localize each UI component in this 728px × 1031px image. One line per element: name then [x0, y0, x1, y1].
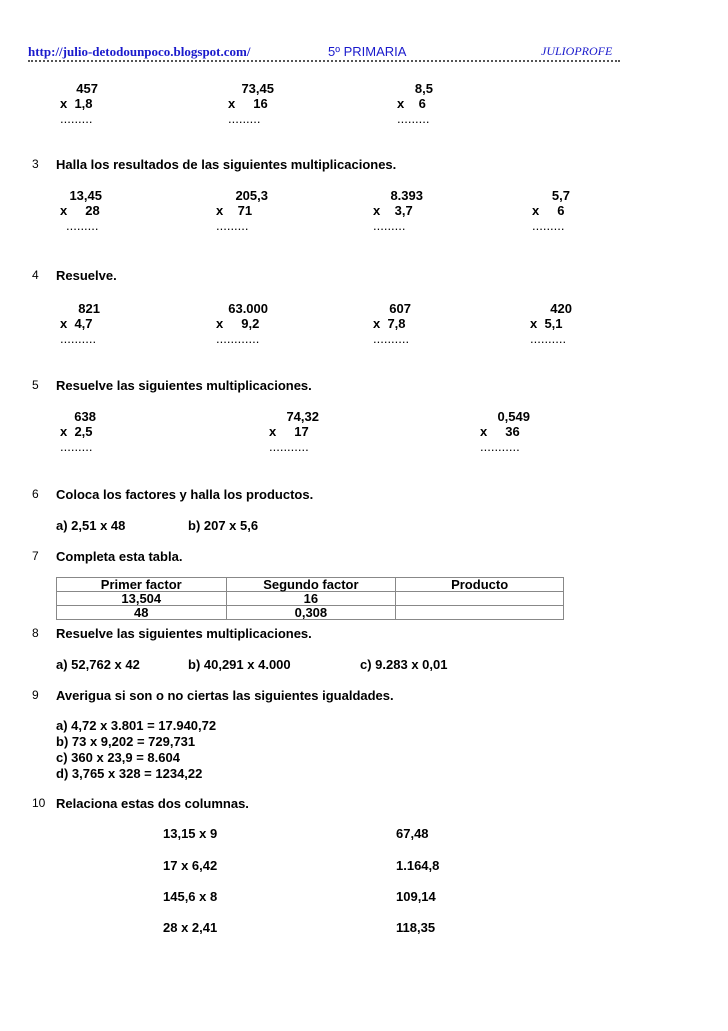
mult-dots: ......... — [66, 218, 99, 233]
table-cell-empty[interactable] — [396, 592, 564, 606]
section-number-6: 6 — [32, 487, 39, 501]
section-title-4: Resuelve. — [56, 268, 117, 283]
mult-bottom: x 28 — [60, 203, 100, 218]
table-header-cell: Segundo factor — [226, 578, 396, 592]
mult-dots: ......... — [228, 111, 261, 126]
mult-dots: ......... — [60, 111, 93, 126]
mult-5-3 — [480, 409, 532, 454]
section-title-3: Halla los resultados de las siguientes multiplicaciones. — [56, 157, 397, 172]
mult-4-1 — [60, 301, 114, 346]
equality-c: c) 360 x 23,9 = 8.604 — [56, 750, 180, 765]
mult-top: 8,5 — [414, 81, 433, 96]
mult-top: 5,7 — [551, 188, 570, 203]
section-number-8: 8 — [32, 626, 39, 640]
section-number-5: 5 — [32, 378, 39, 392]
section-title-10: Relaciona estas dos columnas. — [56, 796, 249, 811]
mult-dots: ......... — [532, 218, 565, 233]
table-cell: 0,308 — [226, 606, 396, 620]
mult-dots: ......... — [397, 111, 430, 126]
table-header-cell: Primer factor — [57, 578, 227, 592]
header-dotted-rule — [28, 60, 620, 62]
mult-top: 0,549 — [497, 409, 530, 424]
mult-bottom: x 1,8 — [60, 96, 93, 111]
mult-bottom: x 4,7 — [60, 316, 93, 331]
mult-bottom: x 2,5 — [60, 424, 93, 439]
mult-top: 821 — [78, 301, 100, 316]
equality-a: a) 4,72 x 3.801 = 17.940,72 — [56, 718, 217, 733]
mult-top: 8.393 — [390, 188, 423, 203]
section-title-6: Coloca los factores y halla los productos. — [56, 487, 314, 502]
section-title-7: Completa esta tabla. — [56, 549, 183, 564]
right-column-item: 118,35 — [396, 920, 436, 935]
mult-2-2 — [228, 81, 278, 126]
mult-4-2 — [216, 301, 274, 346]
mult-top: 457 — [76, 81, 98, 96]
mult-4-3 — [373, 301, 419, 346]
table-cell: 48 — [57, 606, 227, 620]
header-url[interactable]: http://julio-detodounpoco.blogspot.com/ — [28, 44, 251, 59]
mult-dots: ......... — [60, 439, 93, 454]
mult-3-3 — [373, 188, 429, 233]
exercise-8-a: a) 52,762 x 42 — [56, 657, 140, 672]
header-grade: 5º PRIMARIA — [328, 44, 407, 59]
factor-table — [56, 577, 564, 620]
mult-dots: .......... — [373, 331, 410, 346]
mult-bottom: x 16 — [228, 96, 268, 111]
table-cell: 16 — [226, 592, 396, 606]
mult-bottom: x 6 — [532, 203, 565, 218]
mult-dots: ........... — [480, 439, 520, 454]
mult-4-4 — [530, 301, 576, 346]
exercise-8-c: c) 9.283 x 0,01 — [360, 657, 448, 672]
mult-dots: .......... — [60, 331, 97, 346]
section-number-4: 4 — [32, 268, 39, 282]
mult-dots: .......... — [530, 331, 567, 346]
mult-dots: ......... — [216, 218, 249, 233]
section-title-8: Resuelve las siguientes multiplicaciones. — [56, 626, 312, 641]
mult-top: 205,3 — [235, 188, 268, 203]
table-header-cell: Producto — [396, 578, 564, 592]
mult-top: 13,45 — [69, 188, 102, 203]
left-column-item: 17 x 6,42 — [163, 858, 218, 873]
mult-top: 63.000 — [228, 301, 268, 316]
table-header-row — [57, 578, 564, 592]
mult-top: 420 — [550, 301, 572, 316]
section-number-3: 3 — [32, 157, 39, 171]
mult-bottom: x 7,8 — [373, 316, 406, 331]
table-row — [57, 592, 564, 606]
section-number-7: 7 — [32, 549, 39, 563]
mult-bottom: x 36 — [480, 424, 520, 439]
header-author: JULIOPROFE — [541, 44, 613, 58]
mult-3-2 — [216, 188, 272, 233]
mult-bottom: x 71 — [216, 203, 253, 218]
mult-3-1 — [60, 188, 114, 233]
mult-dots: ........... — [269, 439, 309, 454]
exercise-8-b: b) 40,291 x 4.000 — [188, 657, 291, 672]
left-column-item: 145,6 x 8 — [163, 889, 218, 904]
mult-top: 74,32 — [286, 409, 319, 424]
mult-bottom: x 5,1 — [530, 316, 563, 331]
mult-dots: ......... — [373, 218, 406, 233]
mult-top: 607 — [389, 301, 411, 316]
mult-top: 73,45 — [241, 81, 274, 96]
left-column-item: 28 x 2,41 — [163, 920, 218, 935]
right-column-item: 1.164,8 — [396, 858, 440, 873]
mult-2-3 — [397, 81, 437, 126]
mult-dots: ............ — [216, 331, 260, 346]
mult-bottom: x 6 — [397, 96, 426, 111]
equality-d: d) 3,765 x 328 = 1234,22 — [56, 766, 203, 781]
mult-5-2 — [269, 409, 321, 454]
right-column-item: 109,14 — [396, 889, 436, 904]
section-title-5: Resuelve las siguientes multiplicaciones. — [56, 378, 312, 393]
mult-bottom: x 17 — [269, 424, 309, 439]
mult-bottom: x 9,2 — [216, 316, 260, 331]
exercise-6-b: b) 207 x 5,6 — [188, 518, 259, 533]
mult-bottom: x 3,7 — [373, 203, 413, 218]
mult-3-4 — [532, 188, 574, 233]
left-column-item: 13,15 x 9 — [163, 826, 218, 841]
right-column-item: 67,48 — [396, 826, 429, 841]
section-title-9: Averigua si son o no ciertas las siguientes igualdades. — [56, 688, 394, 703]
section-number-10: 10 — [32, 796, 46, 810]
exercise-6-a: a) 2,51 x 48 — [56, 518, 126, 533]
mult-5-1 — [60, 409, 110, 454]
section-number-9: 9 — [32, 688, 39, 702]
table-row — [57, 606, 564, 620]
mult-top: 638 — [74, 409, 96, 424]
mult-2-1 — [60, 81, 110, 126]
equality-b: b) 73 x 9,202 = 729,731 — [56, 734, 196, 749]
table-cell-empty[interactable] — [396, 606, 564, 620]
table-cell: 13,504 — [57, 592, 227, 606]
